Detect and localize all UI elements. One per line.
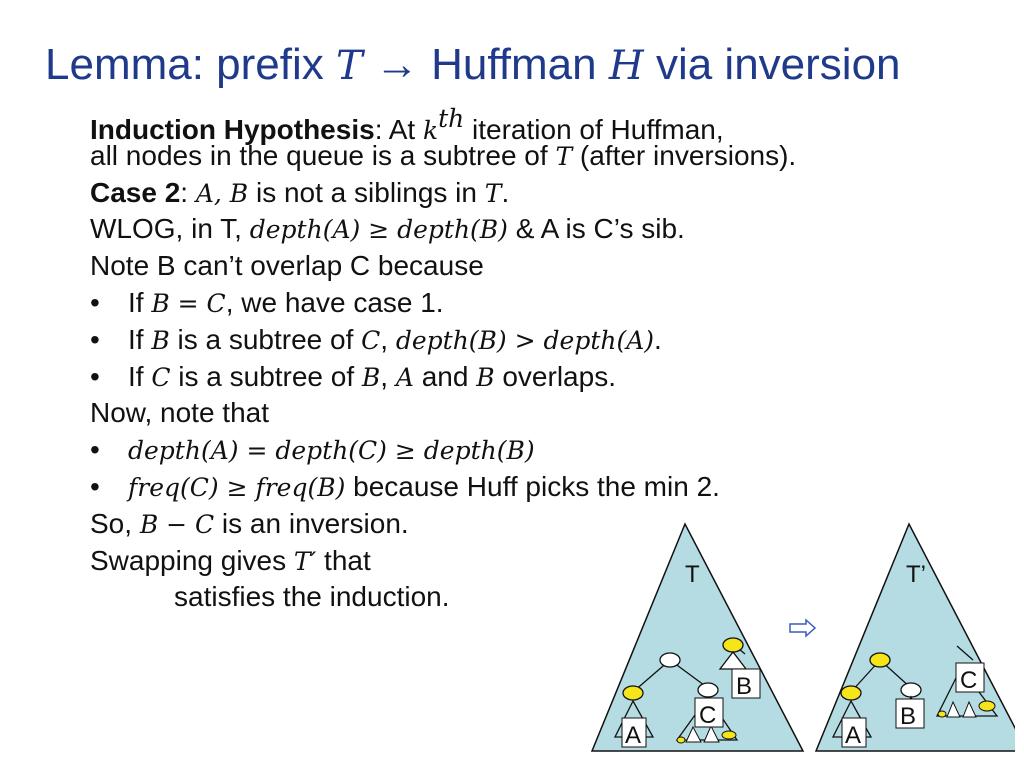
bullet-b-equals-c: • If B = C, we have case 1.: [90, 286, 444, 318]
tree-T-prime-node-B: [901, 683, 921, 697]
tree-T-prime-node-A: [841, 686, 861, 700]
tree-T-node-A: [623, 686, 643, 700]
tree-T-node-C: [698, 683, 718, 697]
hypothesis-continuation: all nodes in the queue is a subtree of T (after inversions).: [90, 139, 797, 171]
title-H: H: [608, 43, 644, 89]
tree-T-prime-label-C: C: [960, 667, 978, 694]
tree-T-parent-node: [660, 653, 680, 667]
satisfies-line: satisfies the induction.: [174, 581, 450, 613]
bullet-freq-inequality: • freq(C) ≥ freq(B) because Huff picks the min 2.: [90, 470, 720, 502]
tree-T-label-A: A: [625, 722, 642, 749]
note-line: Note B can’t overlap C because: [90, 250, 484, 282]
tree-T-label: T: [685, 561, 700, 588]
tree-T-prime: [816, 524, 1015, 751]
swapping-line: Swapping gives T′ that: [90, 544, 371, 576]
tree-swap-figure: [585, 520, 1015, 756]
tree-T-label-C: C: [699, 702, 717, 729]
tree-T: [592, 524, 803, 751]
tree-T-prime-parent-node: [870, 653, 890, 667]
tree-T-prime-label-A: A: [845, 722, 862, 749]
slide-title: Lemma: prefix T → Huffman H via inversion: [45, 40, 901, 89]
right-arrow-icon: [790, 620, 815, 636]
case-2-line: Case 2: A, B is not a siblings in T.: [90, 176, 510, 208]
tree-T-prime-label-B: B: [900, 703, 917, 730]
tree-T-node-B: [723, 638, 743, 652]
wlog-line: WLOG, in T, depth(A) ≥ depth(B) & A is C’s sib.: [90, 213, 685, 245]
bullet-depth-equality: • depth(A) = depth(C) ≥ depth(B): [90, 434, 535, 466]
now-note-line: Now, note that: [90, 397, 270, 429]
tree-T-label-B: B: [736, 673, 753, 700]
induction-hypothesis-line: Induction Hypothesis: At kth iteration of Huffman,: [90, 104, 724, 145]
inversion-conclusion: So, B − C is an inversion.: [90, 507, 409, 539]
bullet-c-subtree-b: • If C is a subtree of B, A and B overlaps.: [90, 360, 616, 392]
title-T: T: [335, 43, 363, 89]
tree-T-prime-label: T’: [906, 561, 926, 588]
bullet-b-subtree-c: • If B is a subtree of C, depth(B) > depth(A).: [90, 323, 662, 355]
